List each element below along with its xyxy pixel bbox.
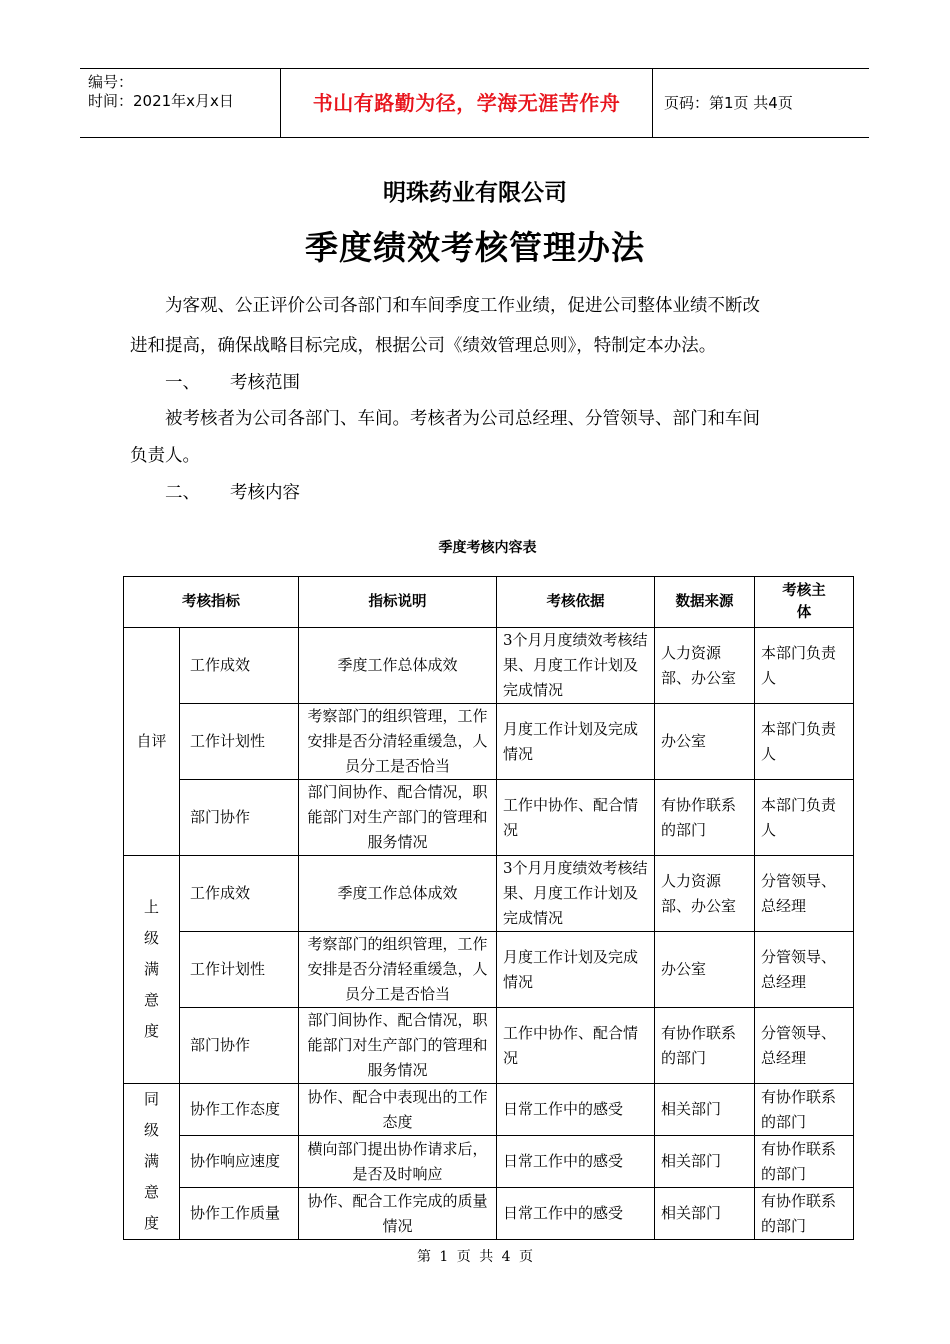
- section-2-number: 二、: [165, 483, 200, 503]
- cell-indicator: 工作成效: [180, 628, 299, 704]
- table-row: [124, 780, 854, 856]
- cell-indicator: 协作响应速度: [180, 1136, 299, 1188]
- cell-indicator: 协作工作质量: [180, 1188, 299, 1240]
- cell-indicator: 工作计划性: [180, 932, 299, 1008]
- table-row: [124, 1136, 854, 1188]
- cell-source: 相关部门: [655, 1188, 755, 1240]
- header-motto: 书山有路勤为径，学海无涯苦作舟: [281, 69, 653, 137]
- cell-description: 考察部门的组织管理，工作安排是否分清轻重缓急，人员分工是否恰当: [299, 932, 497, 1008]
- section-1-heading: 考核范围: [230, 373, 300, 393]
- cell-basis: 日常工作中的感受: [497, 1188, 655, 1240]
- cell-subject: 分管领导、总经理: [755, 1008, 854, 1084]
- cell-description: 协作、配合工作完成的质量情况: [299, 1188, 497, 1240]
- cell-indicator: 部门协作: [180, 1008, 299, 1084]
- cell-subject: 本部门负责人: [755, 628, 854, 704]
- cell-subject: 本部门负责人: [755, 704, 854, 780]
- table-row: [124, 1084, 854, 1136]
- serial-label: 编号：: [88, 73, 134, 91]
- cell-description: 协作、配合中表现出的工作态度: [299, 1084, 497, 1136]
- table-row: [124, 1188, 854, 1240]
- cell-subject: 分管领导、总经理: [755, 856, 854, 932]
- cell-subject: 有协作联系的部门: [755, 1136, 854, 1188]
- cell-source: 办公室: [655, 932, 755, 1008]
- section-1-number: 一、: [165, 373, 200, 393]
- date-label: 时间：2021年x月x日: [88, 92, 234, 110]
- group-label: 自评: [124, 628, 180, 856]
- header-meta: [80, 69, 281, 137]
- cell-indicator: 工作成效: [180, 856, 299, 932]
- table-row: [124, 704, 854, 780]
- table-header-row: [124, 577, 854, 628]
- cell-basis: 月度工作计划及完成情况: [497, 704, 655, 780]
- table-row: [124, 856, 854, 932]
- section-1-line-2: 负责人。: [130, 446, 200, 466]
- cell-source: 相关部门: [655, 1084, 755, 1136]
- cell-basis: 工作中协作、配合情况: [497, 780, 655, 856]
- cell-source: 人力资源部、办公室: [655, 628, 755, 704]
- cell-basis: 日常工作中的感受: [497, 1084, 655, 1136]
- cell-basis: 日常工作中的感受: [497, 1136, 655, 1188]
- cell-indicator: 协作工作态度: [180, 1084, 299, 1136]
- cell-source: 相关部门: [655, 1136, 755, 1188]
- intro-line-1: 为客观、公正评价公司各部门和车间季度工作业绩，促进公司整体业绩不断改: [165, 296, 760, 316]
- group-label: 同级满意度: [124, 1084, 180, 1240]
- cell-basis: 月度工作计划及完成情况: [497, 932, 655, 1008]
- table-row: [124, 932, 854, 1008]
- cell-indicator: 部门协作: [180, 780, 299, 856]
- cell-basis: 3个月月度绩效考核结果、月度工作计划及完成情况: [497, 856, 655, 932]
- intro-line-2: 进和提高，确保战略目标完成，根据公司《绩效管理总则》，特制定本办法。: [130, 336, 717, 356]
- cell-description: 部门间协作、配合情况，职能部门对生产部门的管理和服务情况: [299, 780, 497, 856]
- cell-description: 横向部门提出协作请求后，是否及时响应: [299, 1136, 497, 1188]
- cell-subject: 本部门负责人: [755, 780, 854, 856]
- cell-source: 人力资源部、办公室: [655, 856, 755, 932]
- cell-source: 有协作联系的部门: [655, 1008, 755, 1084]
- table-row: [124, 628, 854, 704]
- cell-source: 办公室: [655, 704, 755, 780]
- table-row: [124, 1008, 854, 1084]
- cell-subject: 有协作联系的部门: [755, 1084, 854, 1136]
- header-basis: 考核依据: [497, 577, 655, 628]
- header-indicator: 考核指标: [124, 577, 299, 628]
- section-2-heading: 考核内容: [230, 483, 300, 503]
- assessment-content-table: [123, 576, 854, 1240]
- cell-description: 考察部门的组织管理，工作安排是否分清轻重缓急，人员分工是否恰当: [299, 704, 497, 780]
- header-source: 数据来源: [655, 577, 755, 628]
- cell-description: 季度工作总体成效: [299, 856, 497, 932]
- header-page-info: 页码：第1页 共4页: [664, 94, 793, 112]
- page-header: [80, 68, 869, 138]
- document-title: 季度绩效考核管理办法: [305, 228, 645, 267]
- table-caption: 季度考核内容表: [438, 540, 537, 556]
- cell-subject: 有协作联系的部门: [755, 1188, 854, 1240]
- page-footer: 第 1 页 共 4 页: [416, 1249, 534, 1265]
- cell-basis: 工作中协作、配合情况: [497, 1008, 655, 1084]
- company-name: 明珠药业有限公司: [383, 180, 567, 206]
- cell-basis: 3个月月度绩效考核结果、月度工作计划及完成情况: [497, 628, 655, 704]
- cell-indicator: 工作计划性: [180, 704, 299, 780]
- header-description: 指标说明: [299, 577, 497, 628]
- section-1-line-1: 被考核者为公司各部门、车间。考核者为公司总经理、分管领导、部门和车间: [165, 409, 760, 429]
- group-label: 上级满意度: [124, 856, 180, 1084]
- header-subject: 考核主体: [755, 577, 854, 628]
- cell-subject: 分管领导、总经理: [755, 932, 854, 1008]
- cell-description: 部门间协作、配合情况，职能部门对生产部门的管理和服务情况: [299, 1008, 497, 1084]
- cell-description: 季度工作总体成效: [299, 628, 497, 704]
- cell-source: 有协作联系的部门: [655, 780, 755, 856]
